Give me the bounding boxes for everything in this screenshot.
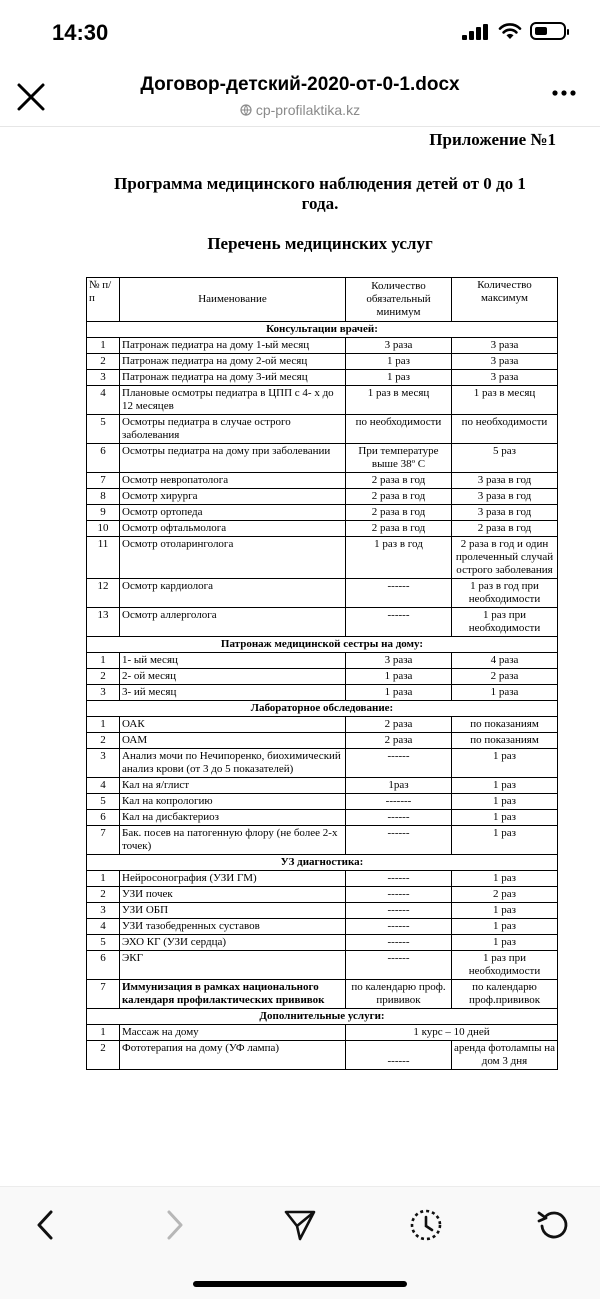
document-subtitle: Перечень медицинских услуг [207,234,433,253]
maximum-quantity: 4 раза [452,653,558,669]
service-name: Осмотр ортопеда [120,505,346,521]
minimum-quantity: по необходимости [346,415,452,444]
row-number: 7 [87,473,120,489]
table-row [87,521,558,537]
service-name: Патронаж педиатра на дому 3-ий месяц [120,370,346,386]
table-row [87,826,558,855]
home-indicator [193,1281,407,1287]
status-bar [0,0,600,64]
minimum-quantity: 1 раза [346,685,452,701]
minimum-quantity: 2 раза в год [346,489,452,505]
row-number: 12 [87,579,120,608]
maximum-quantity: 1 раз [452,871,558,887]
minimum-quantity: 1 раза [346,669,452,685]
table-row [87,338,558,354]
table-header-row [87,278,558,322]
service-name: Осмотр невропатолога [120,473,346,489]
table-row [87,653,558,669]
minimum-quantity: ------ [346,887,452,903]
maximum-quantity: 2 раза [452,669,558,685]
maximum-quantity: 1 раз [452,778,558,794]
source-domain: cp-profilaktika.kz [255,102,361,118]
service-name: Иммунизация в рамках национального календаря профилактических прививок [120,980,346,1009]
table-row [87,669,558,685]
minimum-quantity: При температуре выше 38º С [346,444,452,473]
service-name: Нейросонография (УЗИ ГМ) [120,871,346,887]
row-number: 6 [87,810,120,826]
minimum-quantity: по календарю проф. прививок [346,980,452,1009]
minimum-quantity: 3 раза [346,653,452,669]
maximum-quantity: 1 раз [452,903,558,919]
reload-icon[interactable] [536,1207,572,1243]
maximum-quantity: 2 раза в год и один пролеченный случай острого заболевания [452,537,558,579]
row-number: 1 [87,717,120,733]
row-number: 6 [87,444,120,473]
minimum-quantity: 2 раза в год [346,473,452,489]
maximum-quantity: 3 раза в год [452,505,558,521]
section-title: Лабораторное обследование: [87,701,558,717]
minimum-quantity: 1 раз [346,370,452,386]
table-row [87,903,558,919]
minimum-quantity: 1раз [346,778,452,794]
row-number: 2 [87,1041,120,1070]
service-name: УЗИ тазобедренных суставов [120,919,346,935]
section-header-row [87,1009,558,1025]
section-title: УЗ диагностика: [87,855,558,871]
table-row [87,794,558,810]
service-name: ЭКГ [120,951,346,980]
row-number: 13 [87,608,120,637]
table-row [87,354,558,370]
minimum-quantity: ------ [346,579,452,608]
minimum-quantity: ------ [346,919,452,935]
table-row [87,1041,558,1070]
row-number: 9 [87,505,120,521]
row-number: 2 [87,733,120,749]
table-row [87,537,558,579]
service-name: Осмотр хирурга [120,489,346,505]
table-row [87,505,558,521]
maximum-quantity: 1 раз в месяц [452,386,558,415]
globe-icon [240,104,252,116]
service-name: ОАМ [120,733,346,749]
row-number: 5 [87,794,120,810]
minimum-quantity: ------ [346,871,452,887]
back-arrow-icon[interactable] [28,1207,64,1243]
minimum-quantity: ------ [346,951,452,980]
service-name: Кал на я/глист [120,778,346,794]
table-row [87,749,558,778]
timer-icon[interactable] [408,1207,444,1243]
table-row [87,980,558,1009]
service-name: Бак. посев на патогенную флору (не более 2-х точек) [120,826,346,855]
table-row [87,685,558,701]
table-row [87,778,558,794]
service-name: Патронаж педиатра на дому 2-ой месяц [120,354,346,370]
table-row [87,489,558,505]
service-name: Осмотры педиатра на дому при заболевании [120,444,346,473]
table-row [87,579,558,608]
maximum-quantity: 1 раза [452,685,558,701]
table-row [87,871,558,887]
row-number: 7 [87,980,120,1009]
maximum-quantity: 1 раз [452,826,558,855]
section-title: Патронаж медицинской сестры на дому: [87,637,558,653]
minimum-quantity: ------- [346,794,452,810]
minimum-quantity: ------ [346,935,452,951]
viewer-header [0,64,600,127]
row-number: 8 [87,489,120,505]
minimum-quantity: 2 раза [346,717,452,733]
section-header-row [87,637,558,653]
service-name: Анализ мочи по Нечипоренко, биохимический анализ крови (от 3 до 5 показателей) [120,749,346,778]
service-name: Осмотр кардиолога [120,579,346,608]
service-name: Осмотр отоларинголога [120,537,346,579]
service-name: Кал на копрологию [120,794,346,810]
battery-icon [530,22,566,40]
row-number: 6 [87,951,120,980]
service-name: Фототерапия на дому (УФ лампа) [120,1041,346,1070]
minimum-quantity: ------ [346,749,452,778]
document-page [0,126,600,1186]
row-number: 4 [87,386,120,415]
table-row [87,1025,558,1041]
table-row [87,444,558,473]
section-title: Консультации врачей: [87,322,558,338]
forward-arrow-icon[interactable] [156,1207,192,1243]
maximum-quantity: 5 раз [452,444,558,473]
appendix-label: Приложение №1 [429,130,556,149]
row-number: 1 [87,338,120,354]
maximum-quantity: 1 раз [452,935,558,951]
table-row [87,608,558,637]
service-quantity: 1 курс – 10 дней [346,1025,558,1041]
maximum-quantity: 1 раз [452,810,558,826]
section-header-row [87,322,558,338]
maximum-quantity: 1 раз [452,794,558,810]
maximum-quantity: 3 раза в год [452,473,558,489]
clock: 14:30 [52,20,109,45]
service-name: Кал на дисбактериоз [120,810,346,826]
wifi-icon [498,22,522,40]
table-row [87,935,558,951]
minimum-quantity: 1 раз в год [346,537,452,579]
table-row [87,415,558,444]
minimum-quantity: 1 раз в месяц [346,386,452,415]
bottom-toolbar [0,1186,600,1299]
send-icon[interactable] [282,1207,318,1243]
row-number: 1 [87,653,120,669]
row-number: 1 [87,871,120,887]
service-name: 1- ый месяц [120,653,346,669]
section-title: Дополнительные услуги: [87,1009,558,1025]
row-number: 2 [87,669,120,685]
services-table [86,277,558,1070]
maximum-quantity: 3 раза в год [452,489,558,505]
minimum-quantity: 2 раза в год [346,505,452,521]
row-number: 1 [87,1025,120,1041]
maximum-quantity: 3 раза [452,354,558,370]
row-number: 4 [87,919,120,935]
column-header: Количество максимум [452,278,558,322]
maximum-quantity: 3 раза [452,370,558,386]
table-row [87,717,558,733]
row-number: 5 [87,415,120,444]
service-name: Осмотр офтальмолога [120,521,346,537]
maximum-quantity: 1 раз [452,749,558,778]
table-row [87,919,558,935]
maximum-quantity: 1 раз [452,919,558,935]
table-row [87,386,558,415]
table-row [87,887,558,903]
table-row [87,733,558,749]
table-row [87,951,558,980]
column-header: № п/п [87,278,120,322]
service-name: УЗИ ОБП [120,903,346,919]
section-header-row [87,701,558,717]
row-number: 3 [87,749,120,778]
maximum-quantity: по показаниям [452,733,558,749]
row-number: 11 [87,537,120,579]
maximum-quantity: 2 раз [452,887,558,903]
row-number: 3 [87,685,120,701]
maximum-quantity: по показаниям [452,717,558,733]
minimum-quantity: ------ [346,903,452,919]
maximum-quantity: 1 раз при необходимости [452,608,558,637]
minimum-quantity: ------ [346,826,452,855]
file-source [80,102,520,118]
section-header-row [87,855,558,871]
maximum-quantity: 1 раз при необходимости [452,951,558,980]
maximum-quantity: аренда фотолампы на дом 3 дня [452,1041,558,1070]
minimum-quantity: 3 раза [346,338,452,354]
service-name: УЗИ почек [120,887,346,903]
minimum-quantity: ------ [346,810,452,826]
file-title: Договор-детский-2020-от-0-1.docx [140,74,460,95]
maximum-quantity: по необходимости [452,415,558,444]
document-title: Программа медицинского наблюдения детей от 0 до 1 года. [114,174,526,213]
service-name: Осмотр аллерголога [120,608,346,637]
service-name: 3- ий месяц [120,685,346,701]
service-name: Патронаж педиатра на дому 1-ый месяц [120,338,346,354]
minimum-quantity: 2 раза в год [346,521,452,537]
row-number: 5 [87,935,120,951]
table-row [87,810,558,826]
row-number: 4 [87,778,120,794]
service-name: Осмотры педиатра в случае острого заболевания [120,415,346,444]
close-icon[interactable] [14,80,48,114]
service-name: 2- ой месяц [120,669,346,685]
row-number: 3 [87,903,120,919]
maximum-quantity: по календарю проф.прививок [452,980,558,1009]
minimum-quantity: 1 раз [346,354,452,370]
table-row [87,370,558,386]
maximum-quantity: 2 раза в год [452,521,558,537]
service-name: Массаж на дому [120,1025,346,1041]
more-options-icon[interactable] [552,90,576,96]
service-name: ЭХО КГ (УЗИ сердца) [120,935,346,951]
cellular-signal-icon [462,24,490,40]
minimum-quantity: 2 раза [346,733,452,749]
row-number: 10 [87,521,120,537]
maximum-quantity: 3 раза [452,338,558,354]
service-name: Плановые осмотры педиатра в ЦПП с 4- х до 12 месяцев [120,386,346,415]
minimum-quantity: ------ [346,608,452,637]
maximum-quantity: 1 раз в год при необходимости [452,579,558,608]
column-header: Количество обязательный минимум [346,278,452,322]
row-number: 7 [87,826,120,855]
minimum-quantity: ------ [346,1041,452,1070]
row-number: 2 [87,354,120,370]
row-number: 2 [87,887,120,903]
column-header: Наименование [120,278,346,322]
service-name: ОАК [120,717,346,733]
table-row [87,473,558,489]
row-number: 3 [87,370,120,386]
